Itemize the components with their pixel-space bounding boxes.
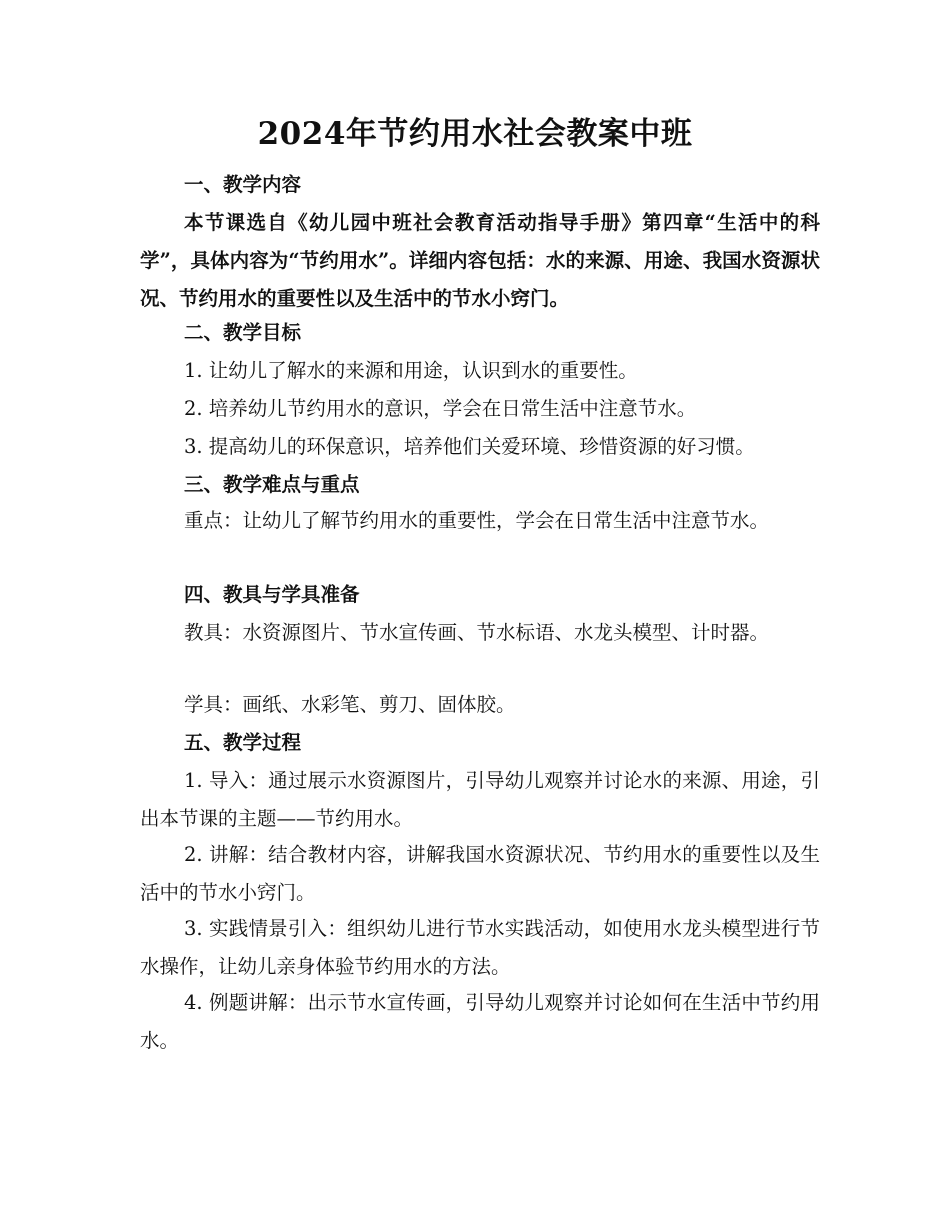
- key-points-body: 重点：让幼儿了解节约用水的重要性，学会在日常生活中注意节水。: [184, 509, 770, 532]
- section-heading-content: 一、教学内容: [184, 173, 302, 196]
- document-title: 2024年节约用水社会教案中班: [257, 116, 693, 152]
- objective-item-1: 1. 让幼儿了解水的来源和用途，认识到水的重要性。: [184, 359, 638, 382]
- section-heading-process: 五、教学过程: [184, 731, 302, 754]
- objective-item-2: 2. 培养幼儿节约用水的意识，学会在日常生活中注意节水。: [184, 397, 697, 420]
- objective-item-3: 3. 提高幼儿的环保意识，培养他们关爱环境、珍惜资源的好习惯。: [184, 435, 755, 458]
- section-body-content: 本节课选自《幼儿园中班社会教育活动指导手册》第四章“生活中的科学”，具体内容为“节约用水”。详细内容包括：水的来源、用途、我国水资源状况、节约用水的重要性以及生活中的节水小窍门。: [140, 211, 820, 310]
- section-heading-materials: 四、教具与学具准备: [184, 583, 360, 606]
- teaching-aids: 教具：水资源图片、节水宣传画、节水标语、水龙头模型、计时器。: [184, 621, 770, 644]
- section-heading-objectives: 二、教学目标: [184, 321, 302, 344]
- process-item-2: 2. 讲解：结合教材内容，讲解我国水资源状况、节约用水的重要性以及生活中的节水小窍门。: [140, 843, 820, 904]
- process-item-3: 3. 实践情景引入：组织幼儿进行节水实践活动，如使用水龙头模型进行节水操作，让幼儿亲身体验节约用水的方法。: [140, 917, 820, 978]
- section-heading-key-points: 三、教学难点与重点: [184, 473, 360, 496]
- student-aids: 学具：画纸、水彩笔、剪刀、固体胶。: [184, 693, 516, 716]
- process-item-1: 1. 导入：通过展示水资源图片，引导幼儿观察并讨论水的来源、用途，引出本节课的主题——节约用水。: [140, 769, 820, 830]
- process-item-4: 4. 例题讲解：出示节水宣传画，引导幼儿观察并讨论如何在生活中节约用水。: [140, 991, 820, 1052]
